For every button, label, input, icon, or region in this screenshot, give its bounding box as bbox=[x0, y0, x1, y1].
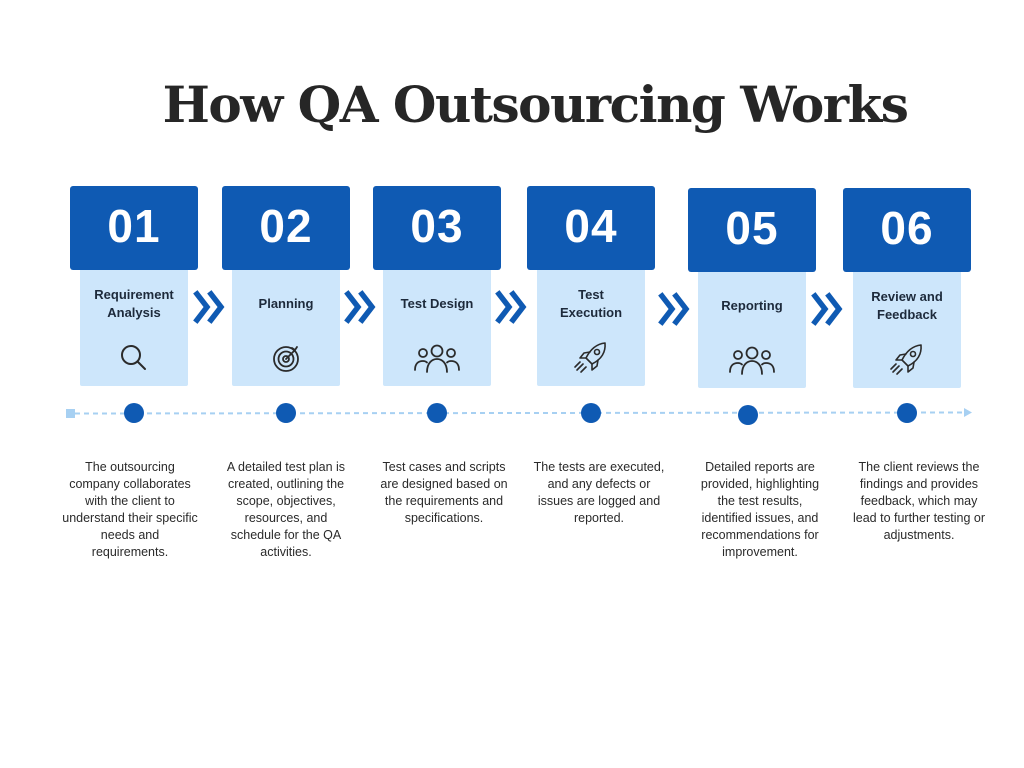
step-label bbox=[853, 288, 961, 324]
timeline-dot bbox=[276, 403, 296, 423]
step-card-04 bbox=[527, 186, 655, 386]
step-label bbox=[537, 286, 645, 322]
step-description: The tests are executed, and any defects or issues are logged and reported. bbox=[533, 460, 665, 525]
step-description: The client reviews the findings and provides feedback, which may lead to further testing or adjustments. bbox=[852, 460, 986, 542]
chevron-right-icon bbox=[343, 289, 379, 325]
step-label-line: Execution bbox=[559, 305, 623, 320]
timeline-dot bbox=[897, 403, 917, 423]
rocket-icon bbox=[566, 341, 616, 375]
timeline-line bbox=[66, 404, 976, 424]
timeline-dot bbox=[427, 403, 447, 423]
team-icon bbox=[412, 341, 462, 375]
step-card-06 bbox=[843, 188, 971, 388]
step-description: Test cases and scripts are designed based on the requirements and specifications. bbox=[380, 460, 508, 525]
step-number: 04 bbox=[527, 186, 655, 270]
step-number: 05 bbox=[688, 188, 816, 272]
chevron-right-icon bbox=[494, 289, 530, 325]
rocket-icon bbox=[882, 343, 932, 377]
step-card-05 bbox=[688, 188, 816, 388]
timeline-dot bbox=[124, 403, 144, 423]
step-label-line: Test bbox=[578, 287, 604, 302]
step-label-line: Requirement bbox=[94, 287, 174, 302]
page-title: How QA Outsourcing Works bbox=[162, 75, 908, 134]
step-label-line: Analysis bbox=[107, 305, 161, 320]
chevron-right-icon bbox=[657, 291, 693, 327]
step-label-line: Feedback bbox=[877, 307, 937, 322]
step-number: 02 bbox=[222, 186, 350, 270]
timeline-dot bbox=[581, 403, 601, 423]
magnifier-icon bbox=[109, 341, 159, 375]
step-label-line: Test Design bbox=[400, 296, 474, 311]
target-icon bbox=[261, 341, 311, 375]
step-card-02 bbox=[222, 186, 350, 386]
team-icon bbox=[727, 343, 777, 377]
step-label bbox=[80, 286, 188, 322]
step-label bbox=[232, 295, 340, 313]
step-label-line: Reporting bbox=[721, 298, 783, 313]
step-description: A detailed test plan is created, outlining the scope, objectives, resources, and schedule for the QA activities. bbox=[226, 460, 346, 559]
step-label bbox=[698, 297, 806, 315]
chevron-right-icon bbox=[810, 291, 846, 327]
chevron-right-icon bbox=[192, 289, 228, 325]
step-number: 06 bbox=[843, 188, 971, 272]
step-label bbox=[383, 295, 491, 313]
step-number: 01 bbox=[70, 186, 198, 270]
step-label-line: Review and bbox=[871, 289, 943, 304]
step-number: 03 bbox=[373, 186, 501, 270]
step-card-03 bbox=[373, 186, 501, 386]
step-card-01 bbox=[70, 186, 198, 386]
step-description: Detailed reports are provided, highlighting the test results, identified issues, and recommendations for improvement. bbox=[700, 460, 820, 559]
step-description: The outsourcing company collaborates with the client to understand their specific needs and requirements. bbox=[62, 460, 198, 559]
timeline-dot bbox=[738, 405, 758, 425]
step-label-line: Planning bbox=[258, 296, 314, 311]
